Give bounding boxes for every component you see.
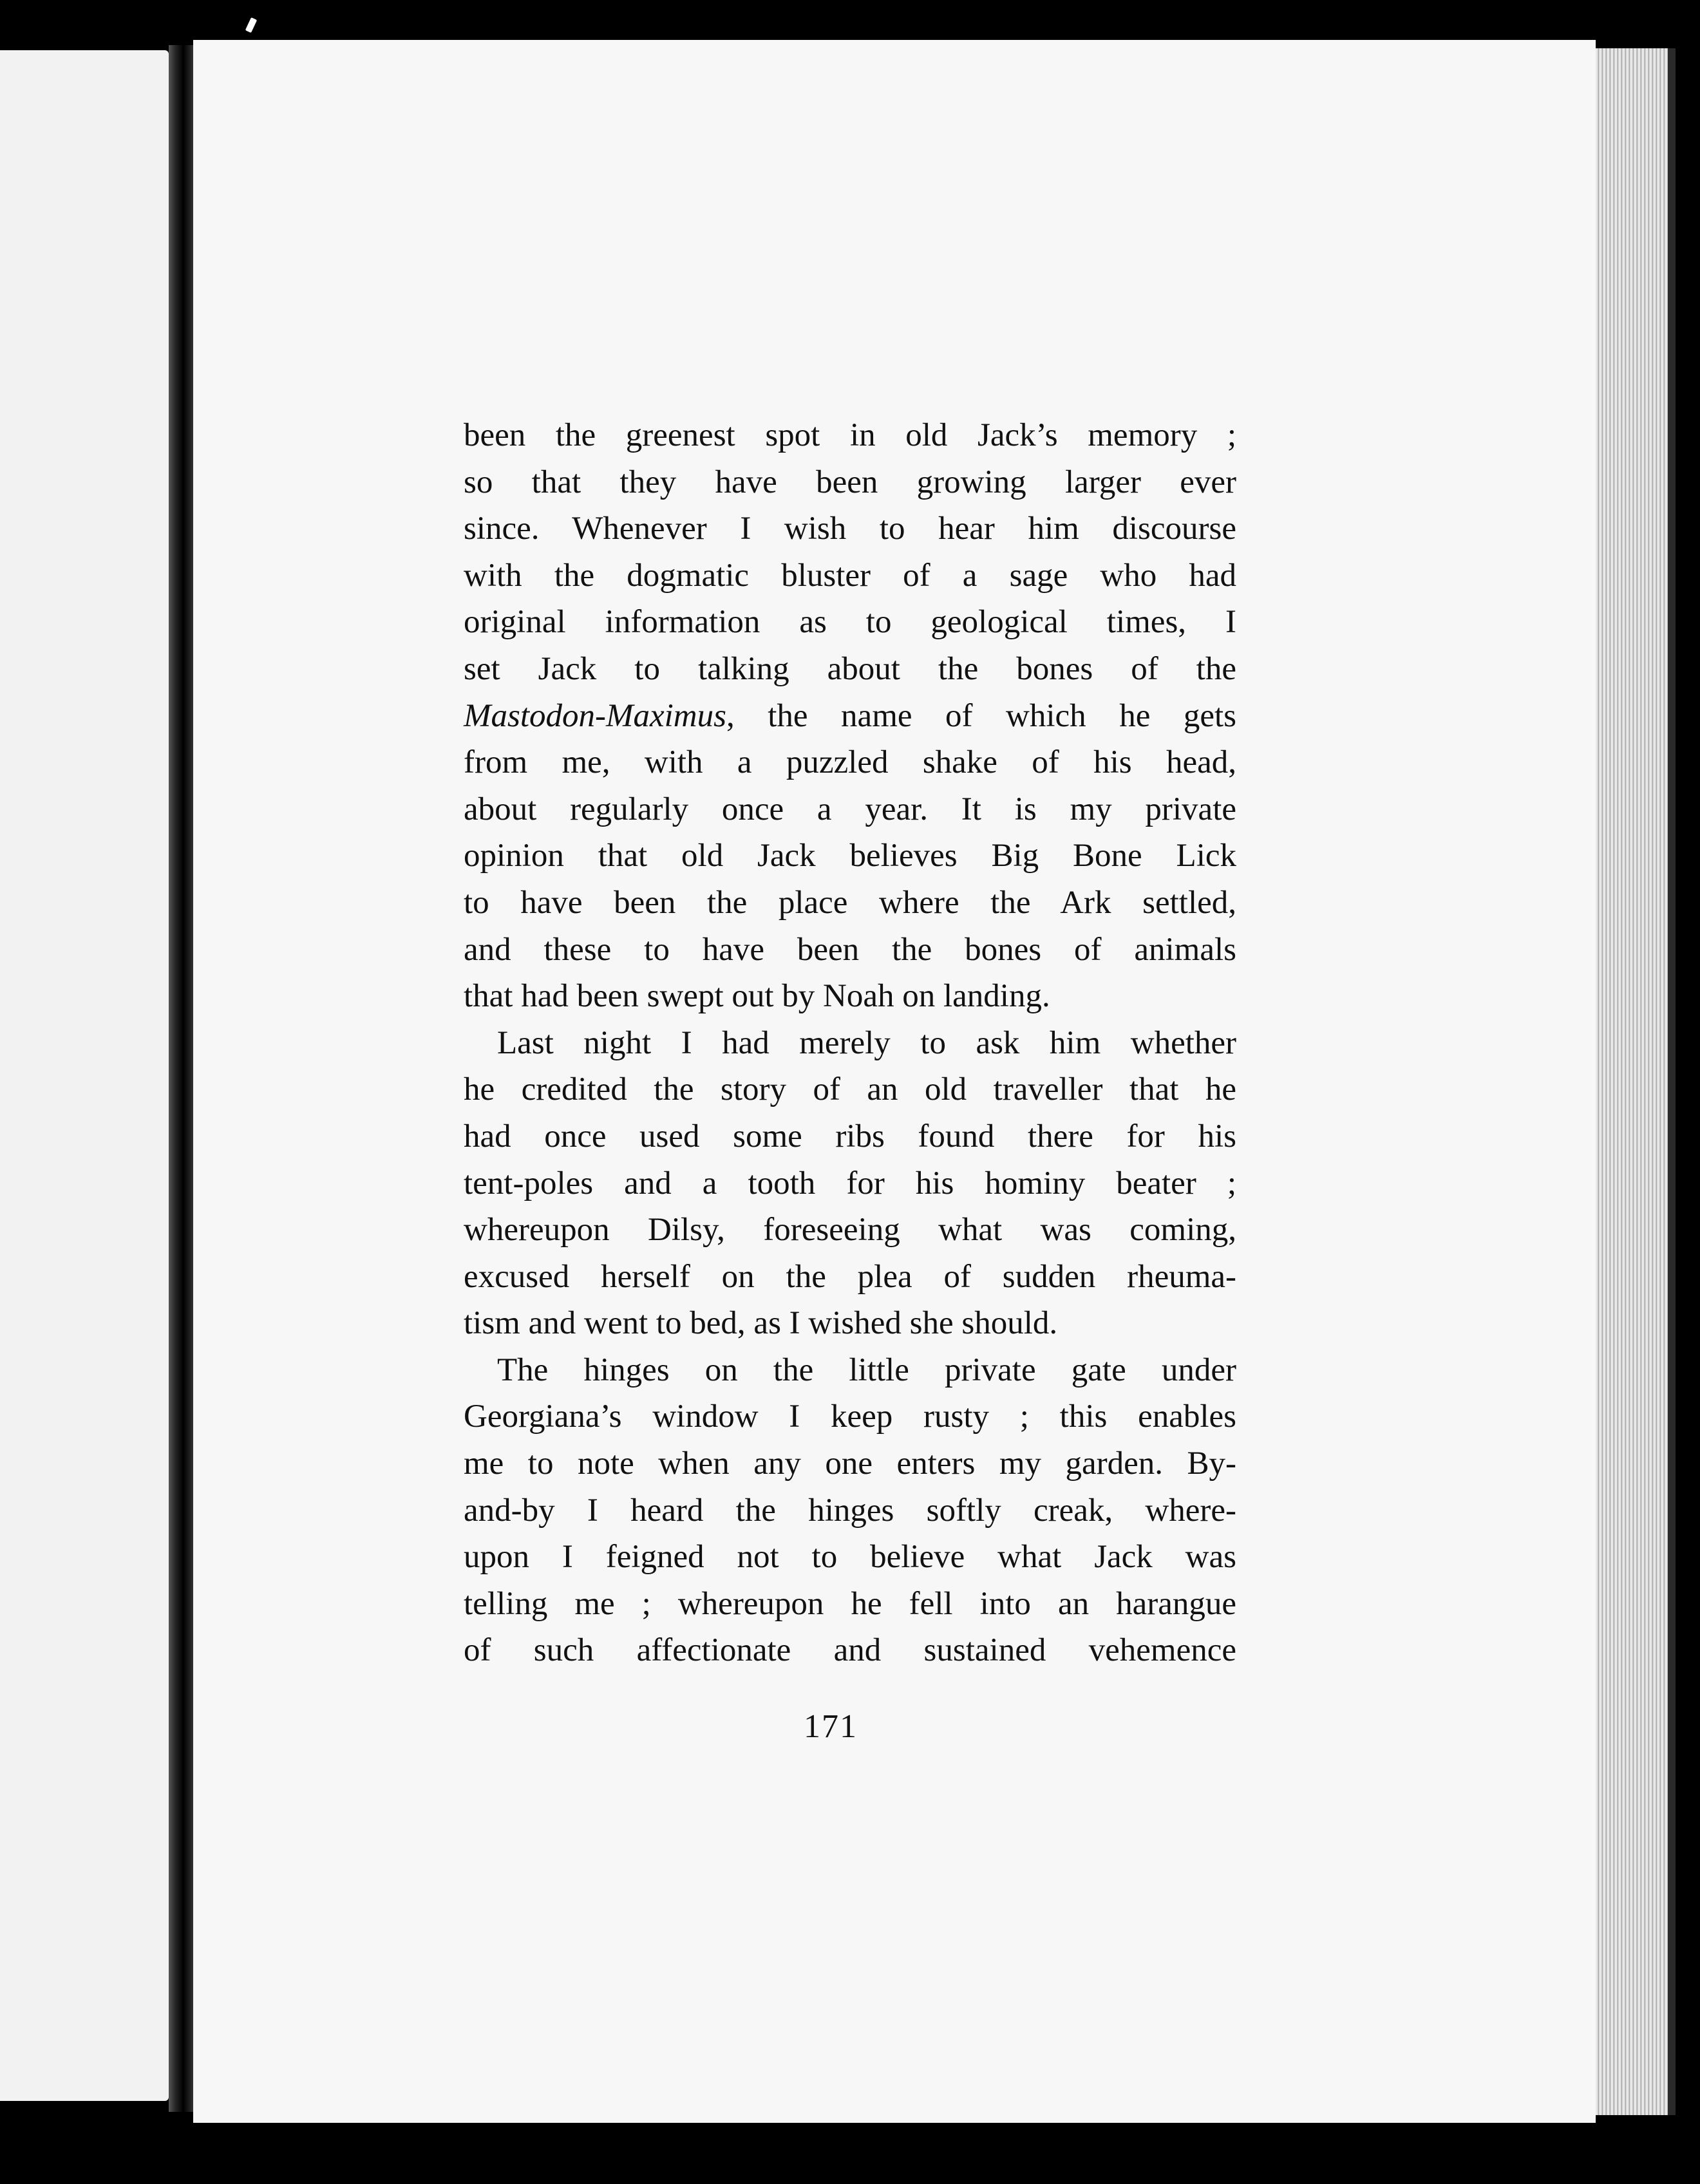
text-line: that had been swept out by Noah on landing. <box>464 978 1050 1015</box>
text-line: set Jack to talking about the bones of the <box>464 650 1236 687</box>
text-line: so that they have been growing larger ever <box>464 464 1236 500</box>
text-line: opinion that old Jack believes Big Bone Lick <box>464 838 1236 874</box>
italic-species-name: Mastodon-Maximus <box>464 697 726 734</box>
page-stack-shadow <box>1668 48 1676 2115</box>
text-line: from me, with a puzzled shake of his head, <box>464 744 1236 781</box>
text-line: whereupon Dilsy, foreseeing what was coming, <box>464 1212 1236 1248</box>
text-line: he credited the story of an old traveller that he <box>464 1071 1236 1108</box>
text-line: original information as to geological times, I <box>464 604 1236 641</box>
text-line: and these to have been the bones of animals <box>464 931 1236 968</box>
text-line: tent-poles and a tooth for his hominy beater ; <box>464 1165 1236 1201</box>
text-line: with the dogmatic bluster of a sage who had <box>464 557 1236 594</box>
body-text <box>464 412 1236 1674</box>
text-line-with-italic: Mastodon-Maximus, the name of which he gets <box>464 697 1236 734</box>
text-line: upon I feigned not to believe what Jack was <box>464 1539 1236 1576</box>
text-line: of such affectionate and sustained vehemence <box>464 1632 1236 1669</box>
text-line: tism and went to bed, as I wished she should. <box>464 1305 1058 1342</box>
book-gutter <box>169 45 193 2112</box>
text-line: telling me ; whereupon he fell into an harangue <box>464 1585 1236 1622</box>
scan-speck <box>245 17 257 33</box>
text-line: to have been the place where the Ark settled, <box>464 884 1236 921</box>
text-line: since. Whenever I wish to hear him discourse <box>464 511 1236 547</box>
page-stack-edges <box>1596 48 1668 2115</box>
text-line: had once used some ribs found there for his <box>464 1118 1236 1154</box>
paragraph-start-line: Last night I had merely to ask him whether <box>497 1024 1236 1061</box>
paragraph-start-line: The hinges on the little private gate under <box>497 1351 1236 1388</box>
text-line: me to note when any one enters my garden. By- <box>464 1445 1236 1482</box>
left-page-edge <box>0 50 169 2101</box>
page-number: 171 <box>804 1708 858 1745</box>
text-line: and-by I heard the hinges softly creak, where- <box>464 1492 1236 1529</box>
text-line: excused herself on the plea of sudden rheuma- <box>464 1258 1236 1295</box>
text-line: Georgiana’s window I keep rusty ; this enables <box>464 1398 1236 1435</box>
text-line: about regularly once a year. It is my private <box>464 791 1236 827</box>
text-line: been the greenest spot in old Jack’s memory ; <box>464 417 1236 453</box>
